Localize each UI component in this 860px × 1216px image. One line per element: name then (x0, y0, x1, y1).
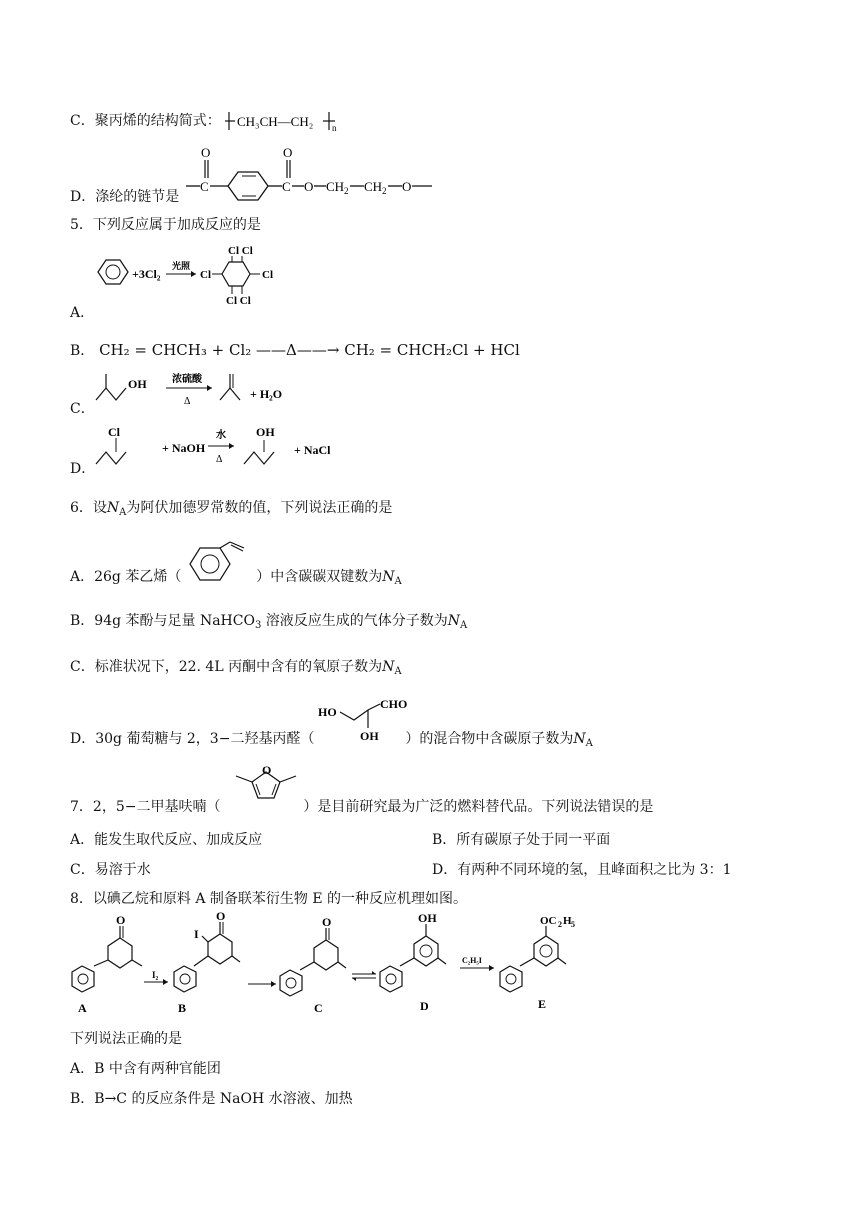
label-c: C (314, 1001, 323, 1015)
q8-stem: 8．以碘乙烷和原料 A 制备联苯衍生物 E 的一种反应机理如图。 (70, 891, 468, 907)
svg-text:HO: HO (318, 705, 337, 719)
svg-text:I₂: I₂ (152, 970, 159, 980)
q5-c-dehydration (94, 370, 314, 414)
q8-sub-stem: 下列说法正确的是 (70, 1031, 182, 1047)
pet-repeat-unit-structure (186, 146, 466, 202)
polymer-n: n (332, 123, 337, 132)
q4-option-c (70, 110, 345, 132)
svg-text:5: 5 (571, 920, 575, 929)
svg-text:O: O (201, 146, 211, 160)
svg-text:Cl: Cl (262, 269, 273, 281)
svg-text:O: O (304, 179, 314, 194)
polymer-repeat-unit: CH₃CH—CH₂ (237, 114, 314, 129)
q5-option-c: C． (70, 401, 95, 417)
dimethylfuran-structure (226, 762, 306, 804)
svg-text:O: O (262, 763, 272, 777)
q5-a-benzene-chlorination (92, 244, 292, 316)
label-e: E (538, 997, 547, 1011)
q6-option-c: C．标准状况下，22. 4L 丙酮中含有的氧原子数为$N_A$ (70, 659, 402, 677)
q7-option-d: D．有两种不同环境的氢，且峰面积之比为 3：1 (432, 862, 732, 878)
q4-option-c-text: C．聚丙烯的结构简式： (70, 113, 221, 129)
svg-text:OH: OH (256, 425, 275, 439)
svg-text:2: 2 (344, 186, 349, 196)
q8-reaction-scheme (64, 908, 604, 1024)
q5-option-b-equation: CH₂ = CHCH₃ + Cl₂ ——Δ——→ CH₂ = CHCH₂Cl + HCl (99, 341, 520, 359)
svg-text:Cl Cl: Cl Cl (226, 295, 251, 307)
svg-text:+ H₂O: + H₂O (250, 387, 283, 401)
label-d: D (420, 999, 429, 1013)
q5-stem: 5．下列反应属于加成反应的是 (70, 217, 261, 233)
svg-text:C: C (200, 179, 209, 194)
svg-text:+ NaCl: + NaCl (294, 443, 331, 457)
svg-text:2: 2 (382, 186, 387, 196)
q6-option-b: B．94g 苯酚与足量 NaHCO$_3$ 溶液反应生成的气体分子数为$N_A$ (70, 613, 468, 631)
q4-option-d-text: D．涤纶的链节是 (70, 189, 180, 205)
svg-text:O: O (116, 913, 126, 927)
svg-text:C₂H₅I: C₂H₅I (462, 956, 482, 965)
compound-c (280, 915, 346, 1015)
svg-text:OH: OH (360, 729, 379, 743)
q5-option-b-label: B． (70, 343, 95, 359)
q7-option-b: B．所有碳原子处于同一平面 (432, 832, 611, 848)
q5-option-b (70, 340, 520, 360)
polypropylene-formula (225, 110, 345, 132)
svg-text:I: I (194, 927, 199, 941)
q7-option-a: A．能发生取代反应、加成反应 (70, 832, 263, 848)
svg-text:Δ: Δ (184, 396, 191, 407)
q5-option-a: A． (70, 305, 95, 321)
svg-text:OC: OC (540, 915, 557, 927)
svg-text:OH: OH (128, 377, 147, 391)
label-a: A (78, 1001, 87, 1015)
svg-text:浓硫酸: 浓硫酸 (172, 374, 202, 385)
label-b: B (178, 1001, 187, 1015)
styrene-structure (186, 540, 252, 584)
svg-text:+3Cl₂: +3Cl₂ (132, 267, 161, 281)
svg-text:2: 2 (558, 920, 562, 929)
svg-text:水: 水 (216, 430, 226, 441)
q4-option-d (70, 186, 179, 206)
svg-text:H: H (563, 915, 572, 927)
svg-text:Cl: Cl (200, 269, 211, 281)
svg-text:O: O (283, 146, 293, 160)
benzene-icon (98, 260, 128, 284)
svg-text:Cl Cl: Cl Cl (228, 245, 253, 257)
q7-stem: 7．2，5−二甲基呋喃（ ）是目前研究最为广泛的燃料替代品。下列说法错误的是 (70, 799, 654, 815)
svg-text:CH: CH (326, 179, 345, 194)
svg-text:O: O (402, 179, 412, 194)
q6-stem: 6．设$N_A$为阿伏加德罗常数的值，下列说法正确的是 (70, 500, 393, 518)
svg-text:光照: 光照 (172, 261, 191, 271)
svg-text:OH: OH (418, 911, 437, 925)
q8-option-b: B．B→C 的反应条件是 NaOH 水溶液、加热 (70, 1091, 353, 1107)
svg-text:Cl: Cl (108, 425, 120, 439)
compound-b (174, 909, 240, 1015)
q8-option-a: A．B 中含有两种官能团 (70, 1061, 221, 1077)
svg-text:C: C (282, 179, 291, 194)
q7-option-c: C．易溶于水 (70, 862, 151, 878)
svg-text:O: O (322, 915, 332, 929)
glyceraldehyde-structure (318, 694, 410, 744)
svg-text:CHO: CHO (380, 697, 408, 711)
compound-d (380, 911, 446, 1013)
svg-text:+ NaOH: + NaOH (162, 441, 206, 455)
q6-option-a: A．26g 苯乙烯（ ）中含碳碳双键数为$N_A$ (70, 569, 402, 587)
q5-option-d: D． (70, 461, 96, 477)
svg-text:Δ: Δ (216, 454, 223, 465)
svg-text:O: O (216, 909, 226, 923)
q5-d-hydrolysis (94, 424, 354, 470)
svg-text:CH: CH (364, 179, 383, 194)
q6-option-d: D．30g 葡萄糖与 2，3−二羟基丙醛（ ）的混合物中含碳原子数为$N_A$ (70, 731, 593, 749)
compound-a (72, 913, 142, 1015)
compound-e (500, 915, 575, 1011)
